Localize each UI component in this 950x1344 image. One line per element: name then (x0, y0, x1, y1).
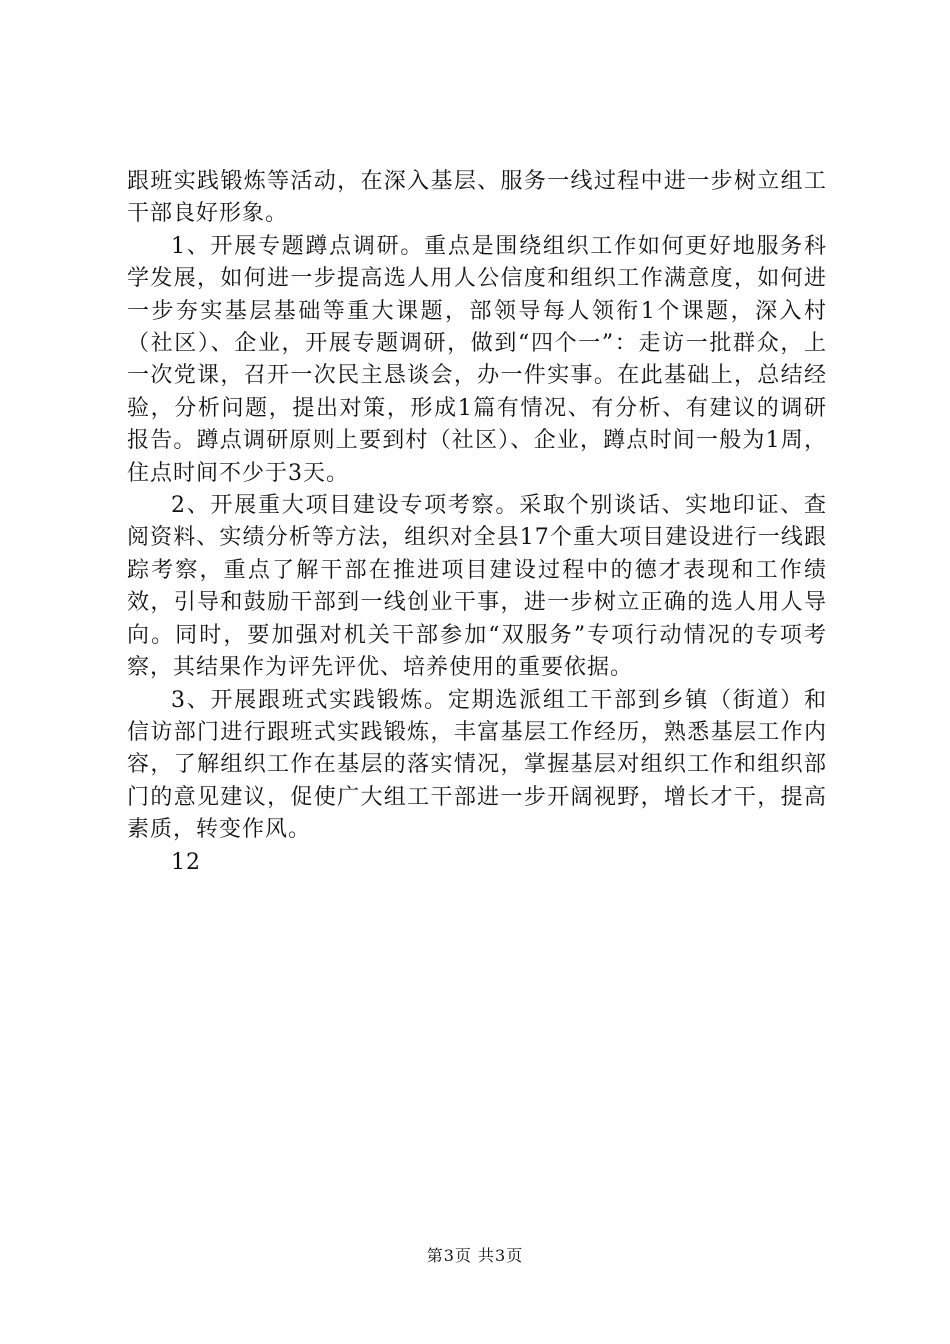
paragraph-item-2: 2、开展重大项目建设专项考察。采取个别谈话、实地印证、查阅资料、实绩分析等方法，组织对全县17个重大项目建设进行一线跟踪考察，重点了解干部在推进项目建设过程中的德才表现和工作绩效，引导和鼓励干部到一线创业干事，进一步树立正确的选人用人导向。同时，要加强对机关干部参加“双服务”专项行动情况的专项考察，其结果作为评先评优、培养使用的重要依据。 (127, 493, 827, 681)
document-body (127, 166, 827, 879)
paragraph-item-1: 1、开展专题蹲点调研。重点是围绕组织工作如何更好地服务科学发展，如何进一步提高选人用人公信度和组织工作满意度，如何进一步夯实基层基础等重大课题，部领导每人领衔1个课题，深入村（社区）、企业，开展专题调研，做到“四个一”：走访一批群众，上一次党课，召开一次民主恳谈会，办一件实事。在此基础上，总结经验，分析问题，提出对策，形成1篇有情况、有分析、有建议的调研报告。蹲点调研原则上要到村（社区）、企业，蹲点时间一般为1周，住点时间不少于3天。 (127, 233, 827, 486)
page-footer: 第3页 共3页 (426, 1246, 524, 1265)
paragraph-number: 12 (171, 849, 201, 875)
paragraph-item-3: 3、开展跟班式实践锻炼。定期选派组工干部到乡镇（街道）和信访部门进行跟班式实践锻炼，丰富基层工作经历，熟悉基层工作内容，了解组织工作在基层的落实情况，掌握基层对组织工作和组织部门的意见建议，促使广大组工干部进一步开阔视野，增长才干，提高素质，转变作风。 (127, 687, 827, 843)
paragraph-continuation: 跟班实践锻炼等活动，在深入基层、服务一线过程中进一步树立组工干部良好形象。 (127, 169, 827, 227)
